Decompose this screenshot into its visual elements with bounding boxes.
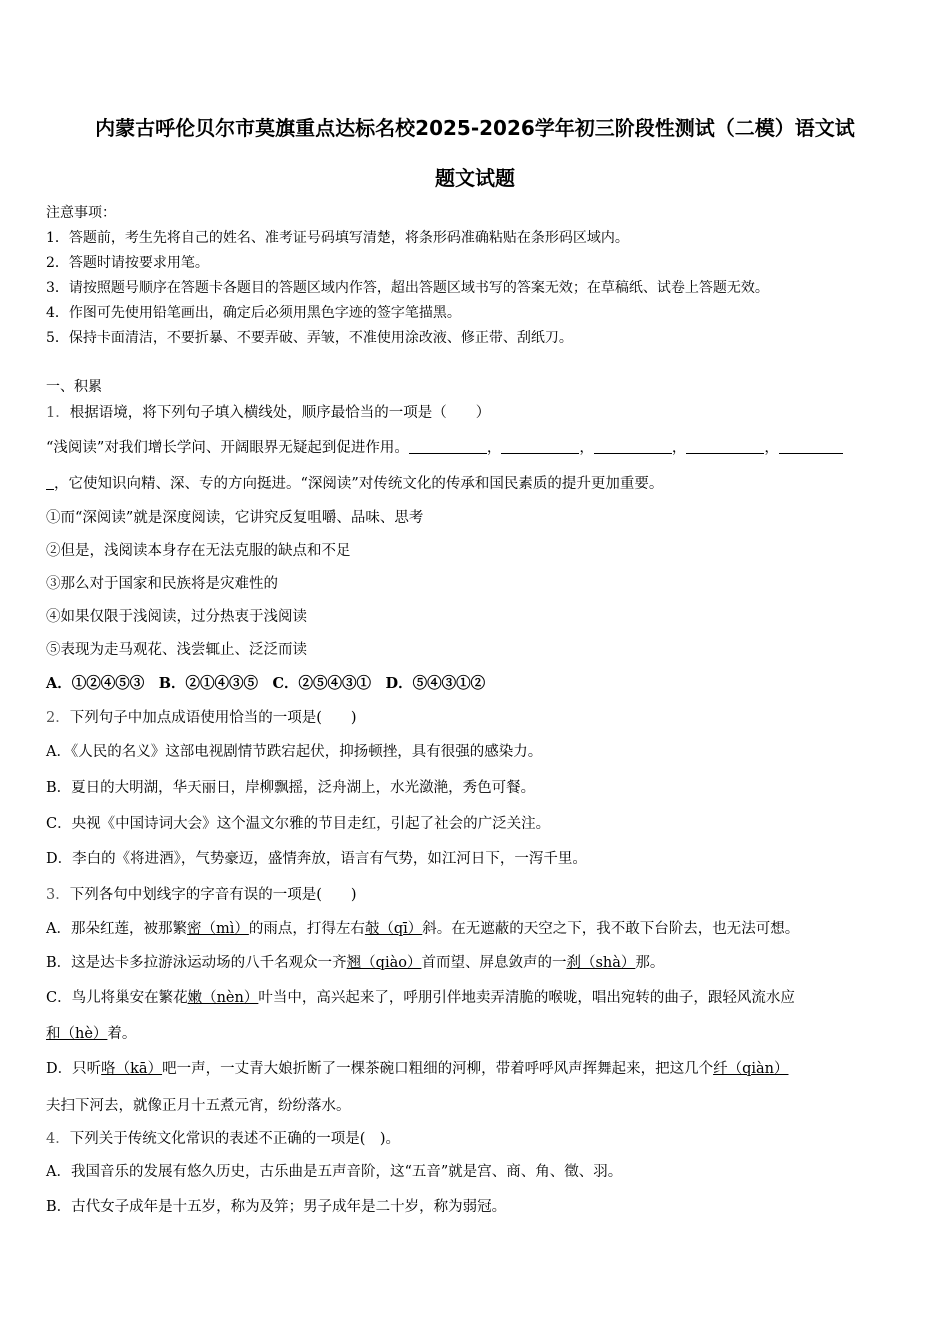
question-3-option-d	[46, 1057, 788, 1078]
note-item-1: 1．答题前，考生先将自己的姓名、准考证号码填写清楚，将条形码准确粘贴在条形码区域内。	[46, 230, 629, 246]
question-number: 2．	[46, 710, 70, 726]
option-text: 着。	[107, 1026, 137, 1042]
question-stem-text: 下列句子中加点成语使用恰当的一项是( )	[69, 710, 357, 726]
sentence-option-4: ④如果仅限于浅阅读，过分热衷于浅阅读	[46, 609, 307, 625]
question-2-option-d: D．李白的《将进酒》，气势豪迈，盛情奔放，语言有气势，如江河日下，一泻千里。	[46, 851, 587, 867]
question-3-option-d-cont: 夫扫下河去，就像正月十五煮元宵，纷纷落水。	[46, 1098, 351, 1114]
option-text: 那。	[635, 955, 665, 971]
question-3-stem	[46, 883, 357, 904]
question-stem-text: 下列各句中划线字的字音有误的一项是( )	[69, 887, 357, 903]
question-1-answer-choices: A．①②④⑤③ B．②①④③⑤ C．②⑤④③① D．⑤④③①②	[46, 675, 486, 692]
comma: ，	[579, 440, 594, 456]
answer-blank	[409, 439, 487, 454]
option-text: C．鸟儿将巢安在繁花	[46, 990, 188, 1006]
underlined-word: 嫩（nèn）	[187, 990, 259, 1006]
question-3-option-a	[46, 917, 799, 938]
note-item-4: 4．作图可先使用铅笔画出，确定后必须用黑色字迹的签字笔描黑。	[46, 305, 461, 321]
sentence-option-5: ⑤表现为走马观花、浅尝辄止、泛泛而读	[46, 642, 307, 658]
question-stem-text: 根据语境，将下列句子填入横线处，顺序最恰当的一项是（ ）	[69, 405, 491, 421]
sentence-option-1: ①而“深阅读”就是深度阅读，它讲究反复咀嚼、品味、思考	[46, 510, 424, 526]
question-3-option-b	[46, 951, 664, 972]
passage-text: ，它使知识向精、深、专的方向挺进。“深阅读”对传统文化的传承和国民素质的提升更加重要。	[54, 476, 664, 492]
question-2-option-a: A．《人民的名义》这部电视剧情节跌宕起伏，抑扬顿挫，具有很强的感染力。	[46, 744, 543, 760]
option-text: 吧一声，一丈青大娘折断了一棵茶碗口粗细的河柳，带着呼呼风声挥舞起来，把这几个	[162, 1061, 714, 1077]
option-text: 叶当中，高兴起来了，呼朋引伴地卖弄清脆的喉咙，唱出宛转的曲子，跟轻风流水应	[258, 990, 795, 1006]
question-number: 3．	[46, 887, 70, 903]
question-3-option-c-cont	[46, 1022, 136, 1043]
question-1-stem	[46, 401, 490, 422]
comma: ，	[764, 440, 779, 456]
question-1-passage	[46, 436, 843, 457]
underlined-word: 密（mì）	[186, 921, 249, 937]
underlined-word: 和（hè）	[46, 1026, 108, 1042]
notes-header: 注意事项：	[46, 205, 116, 221]
note-item-3: 3．请按照题号顺序在答题卡各题目的答题区域内作答，超出答题区域书写的答案无效；在草稿纸、试卷上答题无效。	[46, 280, 769, 296]
underlined-word: 刹（shà）	[566, 955, 636, 971]
note-item-5: 5．保持卡面清洁，不要折暴、不要弄破、弄皱，不准使用涂改液、修正带、刮纸刀。	[46, 330, 573, 346]
question-number: 1．	[46, 405, 70, 421]
question-number: 4．	[46, 1131, 70, 1147]
note-item-2: 2．答题时请按要求用笔。	[46, 255, 209, 271]
answer-blank	[501, 439, 579, 454]
question-4-option-a: A．我国音乐的发展有悠久历史，古乐曲是五声音阶，这“五音”就是宫、商、角、徵、羽。	[46, 1164, 623, 1180]
answer-blank	[686, 439, 764, 454]
question-stem-text: 下列关于传统文化常识的表述不正确的一项是( )。	[69, 1131, 401, 1147]
document-title-line-2: 题文试题	[435, 166, 515, 190]
question-4-option-b: B．古代女子成年是十五岁，称为及笄；男子成年是二十岁，称为弱冠。	[46, 1199, 507, 1215]
comma: ，	[486, 440, 502, 456]
underlined-word: 咯（kā）	[101, 1061, 163, 1077]
option-text: A．那朵红莲，被那繁	[46, 921, 187, 937]
sentence-option-2: ②但是，浅阅读本身存在无法克服的缺点和不足	[46, 543, 351, 559]
question-1-passage-cont	[46, 472, 663, 493]
answer-blank	[46, 475, 54, 490]
question-2-stem	[46, 706, 357, 727]
question-2-option-c: C．央视《中国诗词大会》这个温文尔雅的节目走红，引起了社会的广泛关注。	[46, 816, 551, 832]
question-3-option-c	[46, 986, 795, 1007]
section-heading: 一、积累	[46, 379, 102, 395]
underlined-word: 翘（qiào）	[346, 955, 422, 971]
document-title-line-1: 内蒙古呼伦贝尔市莫旗重点达标名校2025-2026学年初三阶段性测试（二模）语文试	[95, 116, 855, 140]
option-text: 斜。在无遮蔽的天空之下，我不敢下台阶去，也无法可想。	[422, 921, 800, 937]
question-2-option-b: B．夏日的大明湖，华天丽日，岸柳飘摇，泛舟湖上，水光潋滟，秀色可餐。	[46, 780, 536, 796]
underlined-word: 纤（qiàn）	[713, 1061, 789, 1077]
option-text: D．只听	[46, 1061, 102, 1077]
answer-blank	[594, 439, 672, 454]
sentence-option-3: ③那么对于国家和民族将是灾难性的	[46, 576, 278, 592]
comma: ，	[671, 440, 687, 456]
passage-text: “浅阅读”对我们增长学问、开阔眼界无疑起到促进作用。	[46, 440, 409, 456]
answer-blank	[779, 439, 843, 454]
underlined-word: 攲（qī）	[364, 921, 423, 937]
option-text: 的雨点，打得左右	[248, 921, 365, 937]
option-text: B．这是达卡多拉游泳运动场的八千名观众一齐	[46, 955, 347, 971]
option-text: 首而望、屏息敛声的一	[421, 955, 567, 971]
question-4-stem	[46, 1127, 400, 1148]
